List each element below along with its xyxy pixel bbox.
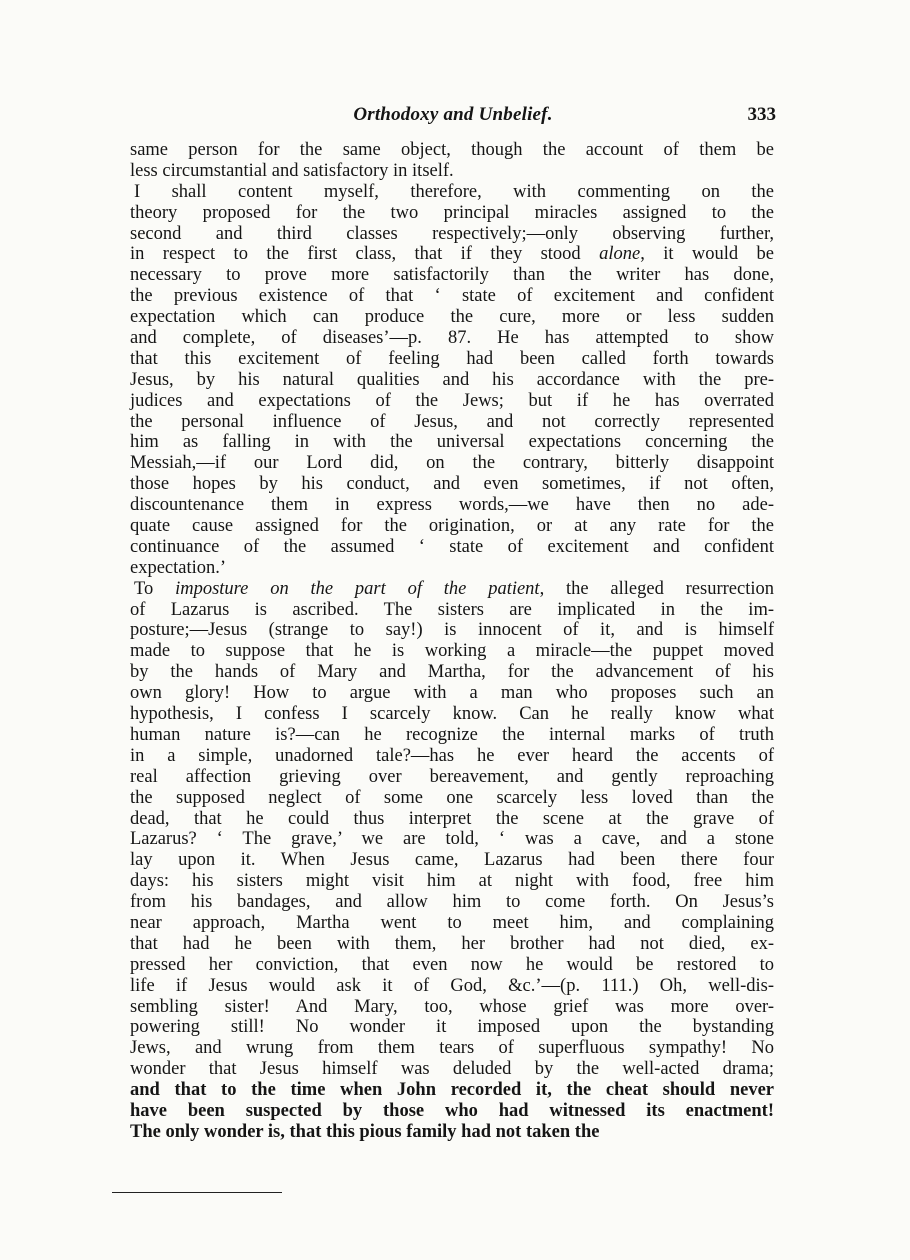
text-line: wonder that Jesus himself was deluded by the well-acted drama; <box>130 1059 774 1080</box>
text-line: life if Jesus would ask it of God, &c.’—(p. 111.) Oh, well-dis- <box>130 975 774 996</box>
text-line: the previous existence of that ‘ state of excitement and confident <box>130 286 774 307</box>
text-line: own glory! How to argue with a man who proposes such an <box>130 683 774 704</box>
text-line: posture;—Jesus (strange to say!) is innocent of it, and is himself <box>130 620 774 641</box>
text-line: and that to the time when John recorded it, the cheat should never <box>130 1080 774 1101</box>
text-line: I shall content myself, therefore, with commenting on the <box>134 181 774 202</box>
text-line: sembling sister! And Mary, too, whose grief was more over- <box>130 996 774 1017</box>
text-line: Lazarus? ‘ The grave,’ we are told, ‘ was a cave, and a stone <box>130 829 774 850</box>
running-title: Orthodoxy and Unbelief. <box>353 104 553 125</box>
text-line: second and third classes respectively;—only observing further, <box>130 223 774 244</box>
text-line: days: his sisters might visit him at night with food, free him <box>130 871 774 892</box>
text-line: Messiah,—if our Lord did, on the contrary, bitterly disappoint <box>130 453 774 474</box>
text-line: less circumstantial and satisfactory in itself. <box>130 160 454 181</box>
text-line: human nature is?—can he recognize the internal marks of truth <box>130 724 774 745</box>
text-line: continuance of the assumed ‘ state of excitement and confident <box>130 536 774 557</box>
text-line: in a simple, unadorned tale?—has he ever heard the accents of <box>130 745 774 766</box>
text-line: from his bandages, and allow him to come forth. On Jesus’s <box>130 892 774 913</box>
text-line: and complete, of diseases’—p. 87. He has attempted to show <box>130 328 774 349</box>
text-line: lay upon it. When Jesus came, Lazarus had been there four <box>130 850 774 871</box>
text-line: expectation which can produce the cure, more or less sudden <box>130 307 774 328</box>
body-text <box>130 140 774 1143</box>
text-line: have been suspected by those who had witnessed its enactment! <box>130 1100 774 1121</box>
text-line: dead, that he could thus interpret the scene at the grave of <box>130 808 774 829</box>
text-line: Jews, and wrung from them tears of superfluous sympathy! No <box>130 1038 774 1059</box>
page-header <box>130 104 776 134</box>
text-line: that had he been with them, her brother had not died, ex- <box>130 933 774 954</box>
footnote-rule <box>112 1192 282 1193</box>
text-line: expectation.’ <box>130 557 227 578</box>
text-line: near approach, Martha went to meet him, and complaining <box>130 912 774 933</box>
text-line: that this excitement of feeling had been called forth towards <box>130 348 774 369</box>
text-line: The only wonder is, that this pious family had not taken the <box>130 1121 600 1142</box>
italic-phrase: alone <box>599 244 641 265</box>
text-line: pressed her conviction, that even now he would be restored to <box>130 954 774 975</box>
text-line: powering still! No wonder it imposed upon the bystanding <box>130 1017 774 1038</box>
text-line: in respect to the first class, that if they stood alone, it would be <box>130 244 774 265</box>
text-line: him as falling in with the universal expectations concerning the <box>130 432 774 453</box>
text-line: To imposture on the part of the patient, the alleged resurrection <box>134 578 774 599</box>
text-line: theory proposed for the two principal miracles assigned to the <box>130 202 774 223</box>
text-line: by the hands of Mary and Martha, for the advancement of his <box>130 662 774 683</box>
text-line: necessary to prove more satisfactorily than the writer has done, <box>130 265 774 286</box>
text-line: made to suppose that he is working a miracle—the puppet moved <box>130 641 774 662</box>
text-line: judices and expectations of the Jews; but if he has overrated <box>130 390 774 411</box>
text-line: Jesus, by his natural qualities and his accordance with the pre- <box>130 369 774 390</box>
text-line: hypothesis, I confess I scarcely know. Can he really know what <box>130 704 774 725</box>
text-line: discountenance them in express words,—we have then no ade- <box>130 495 774 516</box>
text-line: quate cause assigned for the origination, or at any rate for the <box>130 516 774 537</box>
text-line: of Lazarus is ascribed. The sisters are implicated in the im- <box>130 599 774 620</box>
text-line: those hopes by his conduct, and even sometimes, if not often, <box>130 474 774 495</box>
text-line: same person for the same object, though the account of them be <box>130 140 774 160</box>
text-line: real affection grieving over bereavement, and gently reproaching <box>130 766 774 787</box>
page-number: 333 <box>747 104 776 125</box>
italic-phrase: imposture on the part of the patient <box>175 578 540 599</box>
text-line: the personal influence of Jesus, and not correctly represented <box>130 411 774 432</box>
text-line: the supposed neglect of some one scarcely less loved than the <box>130 787 774 808</box>
